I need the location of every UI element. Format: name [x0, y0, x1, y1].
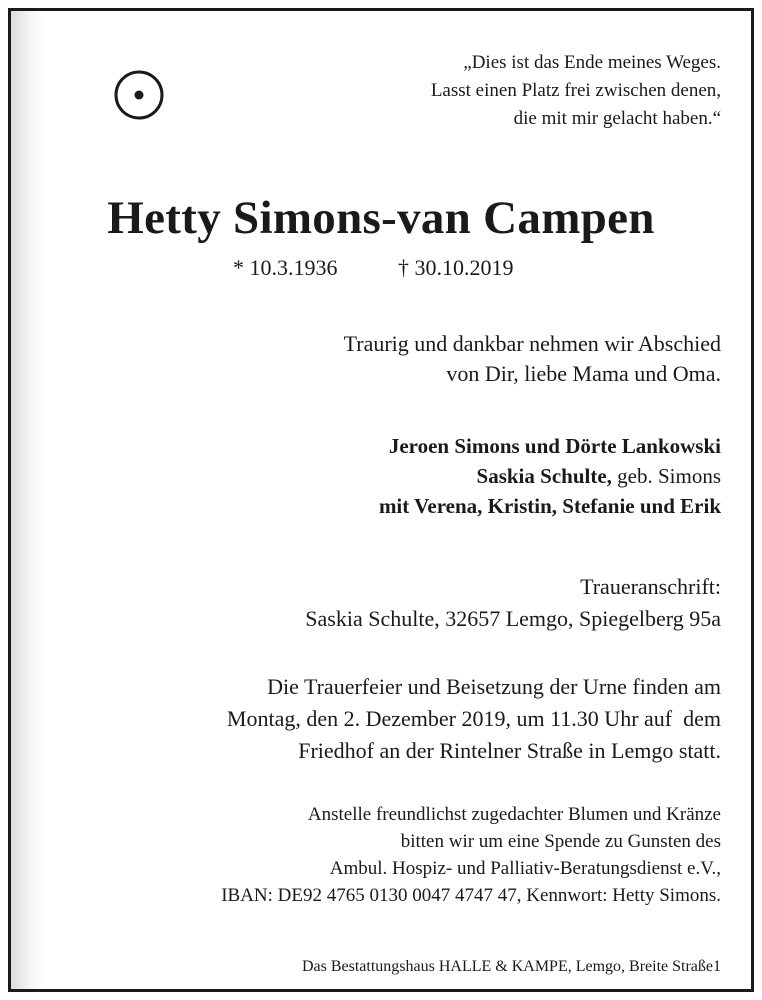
farewell-line: von Dir, liebe Mama und Oma. — [446, 361, 721, 386]
ceremony-info — [227, 671, 721, 767]
donation-line: bitten wir um eine Spende zu Gunsten des — [400, 831, 721, 852]
farewell-line: Traurig und dankbar nehmen wir Abschied — [343, 331, 721, 356]
family-line: mit Verena, Kristin, Stefanie und Erik — [378, 494, 721, 518]
farewell-text — [344, 329, 721, 389]
family-name-bold: Saskia Schulte, — [476, 464, 612, 488]
quote-line: die mit mir gelacht haben.“ — [513, 108, 721, 129]
life-dates — [233, 255, 514, 281]
donation-info — [221, 801, 721, 909]
address-value: Saskia Schulte, 32657 Lemgo, Spiegelberg 95a — [305, 606, 721, 631]
family-line — [379, 461, 721, 491]
ceremony-line: Montag, den 2. Dezember 2019, um 11.30 Uhr auf dem — [226, 706, 721, 731]
family-line: Jeroen Simons und Dörte Lankowski — [388, 434, 721, 458]
quote-line: „Dies ist das Ende meines Weges. — [463, 52, 721, 73]
address-label: Traueranschrift: — [580, 574, 721, 599]
deceased-name: Hetty Simons-van Campen — [107, 192, 655, 244]
funeral-home-footer: Das Bestattungshaus HALLE & KAMPE, Lemgo, Breite Straße1 — [301, 958, 721, 975]
quote-line: Lasst einen Platz frei zwischen denen, — [430, 80, 721, 101]
ceremony-line: Die Trauerfeier und Beisetzung der Urne finden am — [267, 674, 721, 699]
quote — [431, 49, 721, 133]
donation-line: IBAN: DE92 4765 0130 0047 4747 47, Kennwort: Hetty Simons. — [221, 885, 721, 906]
birth-date: * 10.3.1936 — [233, 255, 338, 280]
mourning-address — [305, 571, 721, 635]
family-list — [379, 431, 721, 521]
donation-line: Ambul. Hospiz- und Palliativ-Beratungsdienst e.V., — [329, 858, 721, 879]
circled-dot-icon — [113, 69, 165, 121]
ceremony-line: Friedhof an der Rintelner Straße in Lemgo statt. — [298, 738, 721, 763]
donation-line: Anstelle freundlichst zugedachter Blumen und Kränze — [307, 804, 721, 825]
death-date: † 30.10.2019 — [398, 255, 514, 280]
obituary-frame — [8, 8, 754, 992]
family-maiden-name: geb. Simons — [611, 464, 721, 488]
